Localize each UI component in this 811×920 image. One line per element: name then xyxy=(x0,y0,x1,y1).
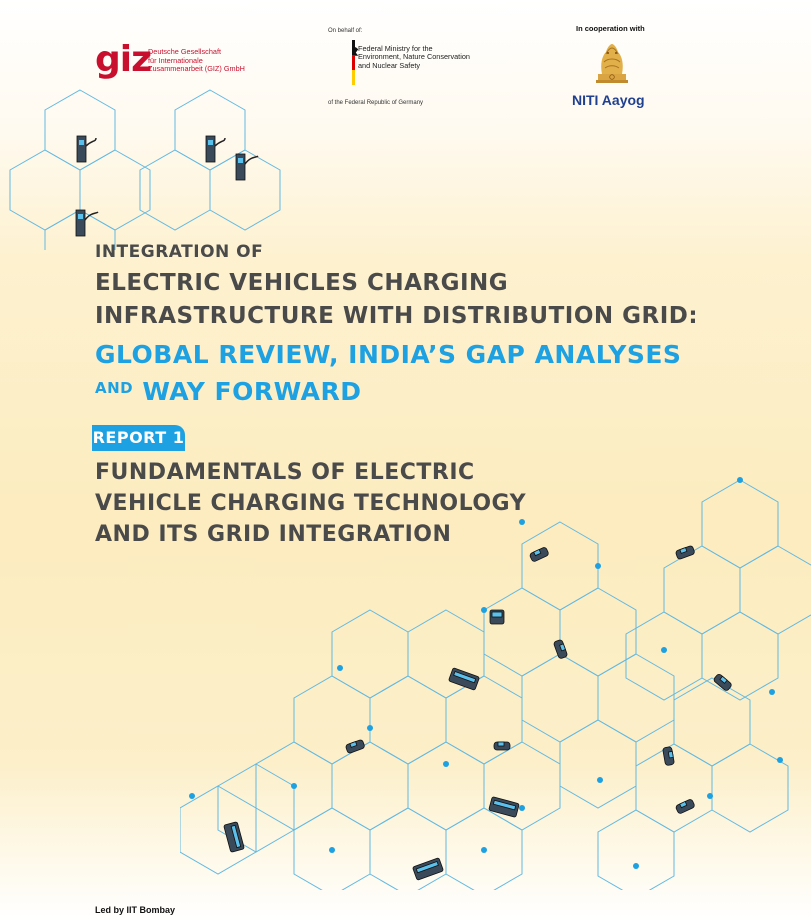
report-subtitle-line-2: VEHICLE CHARGING TECHNOLOGY xyxy=(95,491,527,516)
charging-station-icon xyxy=(206,136,225,162)
hexagon-vehicles-illustration xyxy=(180,470,811,890)
bus-icon xyxy=(489,797,520,818)
car-icon xyxy=(675,799,695,815)
title-line-4: GLOBAL REVIEW, INDIA’S GAP ANALYSES xyxy=(95,340,682,369)
report-subtitle-line-3: AND ITS GRID INTEGRATION xyxy=(95,522,452,547)
car-icon xyxy=(675,545,695,560)
giz-full-name: Deutsche Gesellschaft für Internationale Zusammenarbeit (GIZ) GmbH xyxy=(148,47,245,74)
title-line-2: ELECTRIC VEHICLES CHARGING xyxy=(95,270,509,296)
hexagon-chargers-illustration xyxy=(0,80,300,250)
car-icon xyxy=(345,739,365,754)
car-icon xyxy=(663,746,675,765)
title-and: AND xyxy=(95,379,134,397)
ashoka-emblem-icon xyxy=(592,38,632,88)
report-subtitle-line-1: FUNDAMENTALS OF ELECTRIC xyxy=(95,460,475,485)
cooperation-label: In cooperation with xyxy=(576,24,645,33)
giz-wordmark: giz xyxy=(95,39,152,80)
car-icon xyxy=(529,547,549,563)
bmu-logo xyxy=(328,28,508,113)
auto-rickshaw-icon xyxy=(490,610,504,624)
car-icon xyxy=(494,742,510,750)
report-badge: REPORT 1 xyxy=(92,425,185,451)
bmu-on-behalf: On behalf of: xyxy=(328,28,363,34)
giz-logo xyxy=(95,39,265,85)
niti-aayog-name: NITI Aayog xyxy=(572,92,645,108)
bus-icon xyxy=(448,668,479,691)
bmu-republic: of the Federal Republic of Germany xyxy=(328,100,424,106)
bus-icon xyxy=(412,858,443,881)
title-line-1: INTEGRATION OF xyxy=(95,242,264,262)
title-way-forward: WAY FORWARD xyxy=(142,377,362,406)
car-icon xyxy=(713,673,733,691)
bus-icon xyxy=(224,822,245,853)
title-line-3: INFRASTRUCTURE WITH DISTRIBUTION GRID: xyxy=(95,303,699,329)
led-by-label: Led by IIT Bombay xyxy=(95,905,176,915)
title-line-5 xyxy=(95,377,361,406)
bmu-ministry-name: Federal Ministry for the Environment, Nature Conservation and Nuclear Safety xyxy=(358,44,470,70)
charging-station-icon xyxy=(77,136,96,162)
charging-station-icon xyxy=(236,154,258,180)
niti-aayog-logo xyxy=(570,22,660,112)
